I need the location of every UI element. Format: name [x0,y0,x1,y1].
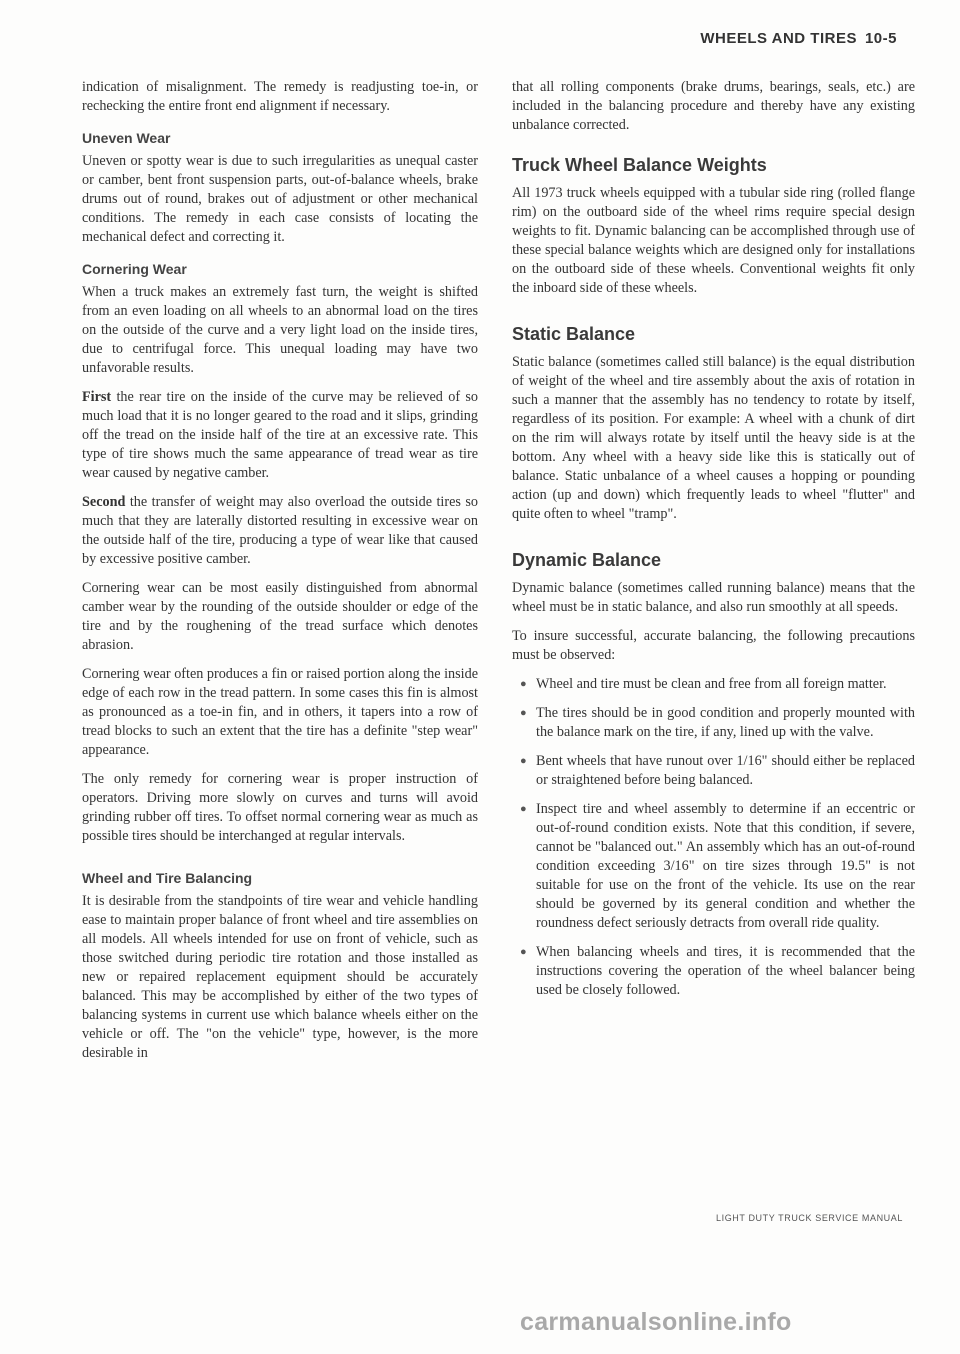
static-balance-paragraph: Static balance (sometimes called still balance) is the equal distribution of weight of the wheel and tire assembly about the axis of rotation in such a manner that the assembly has no tendency to rotate by itself, regardless of its position. For example: A wheel with a chunk of dirt on the rim will always rotate by itself until the heavy side is at the bottom. Any wheel with a heavy side like this is statically out of balance. Static unbalance of a wheel causes a hopping or pounding action (up and down) which frequently leads to wheel "flutter" and quite often to wheel "tramp". [512,354,915,522]
cornering-paragraph-3: Cornering wear often produces a fin or raised portion along the inside edge of each row in the tread pattern. In some cases this fin is almost as pronounced as a toe-in fin, and in others, it tapers into a row of tread blocks to such an extent that the tire has a definite "step wear" appearance. [82,666,478,758]
bullet-icon: ● [520,755,527,767]
cornering-paragraph-4: The only remedy for cornering wear is proper instruction of operators. Driving more slowly on curves and turns will avoid grinding rubber off tires. To offset normal cornering wear as much as possible tires should be interchanged at regular intervals. [82,771,478,844]
heading-uneven-wear: Uneven Wear [82,130,171,146]
page-number: 10-5 [864,30,897,47]
uneven-wear-paragraph: Uneven or spotty wear is due to such irregularities as unequal caster or camber, bent front suspension parts, out-of-balance wheels, brake drums out of round, brakes out of adjustment or other mechanical conditions. The remedy in each case consists of locating the mechanical defect and correcting it. [82,153,478,245]
list-item: ● When balancing wheels and tires, it is recommended that the instructions covering the operation of the wheel balancer being used be closely followed. [520,944,915,998]
second-result-paragraph [82,493,478,569]
heading-static-balance: Static Balance [512,324,636,344]
list-item: ● Inspect tire and wheel assembly to determine if an eccentric or out-of-round condition exists. Note that this condition, if severe, cannot be "balanced out." An assembly which has an out-of-round condition exceeding 3/16" on tire sizes through 19.5" is not suitable for use on the front of the vehicle. Its use on the rear should be governed by its general condition and whether the roundness defect seriously detracts from overall ride quality. [520,801,915,931]
page-footer: LIGHT DUTY TRUCK SERVICE MANUAL [716,1213,903,1223]
first-result-paragraph [82,388,478,483]
page-header [700,30,897,47]
precautions-list [512,675,915,1000]
bullet-icon: ● [520,803,527,815]
heading-dynamic-balance: Dynamic Balance [512,550,662,570]
bullet-icon: ● [520,707,527,719]
right-column [512,78,915,1010]
intro-paragraph: indication of misalignment. The remedy is readjusting toe-in, or rechecking the entire front end alignment if necessary. [82,79,478,114]
bullet-icon: ● [520,946,527,958]
list-item: ● Wheel and tire must be clean and free from all foreign matter. [520,676,887,692]
heading-truck-wheel-balance-weights: Truck Wheel Balance Weights [512,155,767,175]
dynamic-balance-paragraph: Dynamic balance (sometimes called running balance) means that the wheel must be in static balance, and also run smoothly at all speeds. [512,580,915,615]
first-result-text: the rear tire on the inside of the curve may be relieved of so much load that it is no longer geared to the road and it slips, grinding off the tread on the inside half of the tire at an excessive rate. This type of tire shows much the same appearance of tread wear as tire wear caused by negative camber. [82,389,478,481]
heading-cornering-wear: Cornering Wear [82,261,187,277]
precautions-intro: To insure successful, accurate balancing, the following precautions must be observed: [512,628,915,663]
watermark: carmanualsonline.info [520,1308,792,1336]
left-column [82,78,478,1073]
second-lead: Second [82,494,126,510]
second-result-text: the transfer of weight may also overload the outside tires so much that they are laterally distorted resulting in excessive wear on the outside half of the tire, producing a type of wear like that caused by excessive positive camber. [82,494,478,567]
section-title: WHEELS AND TIRES [700,30,857,47]
first-lead: First [82,389,112,405]
heading-wheel-tire-balancing: Wheel and Tire Balancing [82,870,253,886]
bullet-icon: ● [520,678,527,690]
list-item: ● The tires should be in good condition and properly mounted with the balance mark on the tire, if any, lined up with the valve. [520,705,915,740]
balancing-paragraph: It is desirable from the standpoints of tire wear and vehicle handling ease to maintain proper balance of front wheel and tire assemblies on all models. All wheels intended for use on front of vehicle, such as those switched during periodic tire rotation and those installed as new or repaired replacement equipment should be accurately balanced. This may be accomplished by either of the two types of balancing systems in current use which balance wheels either on the vehicle or off. The "on the vehicle" type, however, is the more desirable in [82,893,478,1061]
continued-paragraph: that all rolling components (brake drums, bearings, seals, etc.) are included in the balancing procedure and thereby have any existing unbalance corrected. [512,79,915,133]
cornering-paragraph-1: When a truck makes an extremely fast turn, the weight is shifted from an even loading on all wheels to an abnormal load on the tires on the outside of the curve and a very light load on the inside tires, due to centrifugal force. This unequal loading may have two unfavorable results. [82,284,478,376]
cornering-paragraph-2: Cornering wear can be most easily distinguished from abnormal camber wear by the rounding of the outside shoulder or edge of the tire and by the roughening of the tread surface which denotes abrasion. [82,580,478,653]
weights-paragraph: All 1973 truck wheels equipped with a tubular side ring (rolled flange rim) on the outboard side of the wheel rims require special design weights to fit. Dynamic balancing can be accomplished through use of these special balance weights which are designed only for installations on the outboard side of these wheels. Conventional weights fit only the inboard side of these wheels. [512,185,915,296]
list-item: ● Bent wheels that have runout over 1/16" should either be replaced or straightened before being balanced. [520,753,915,788]
